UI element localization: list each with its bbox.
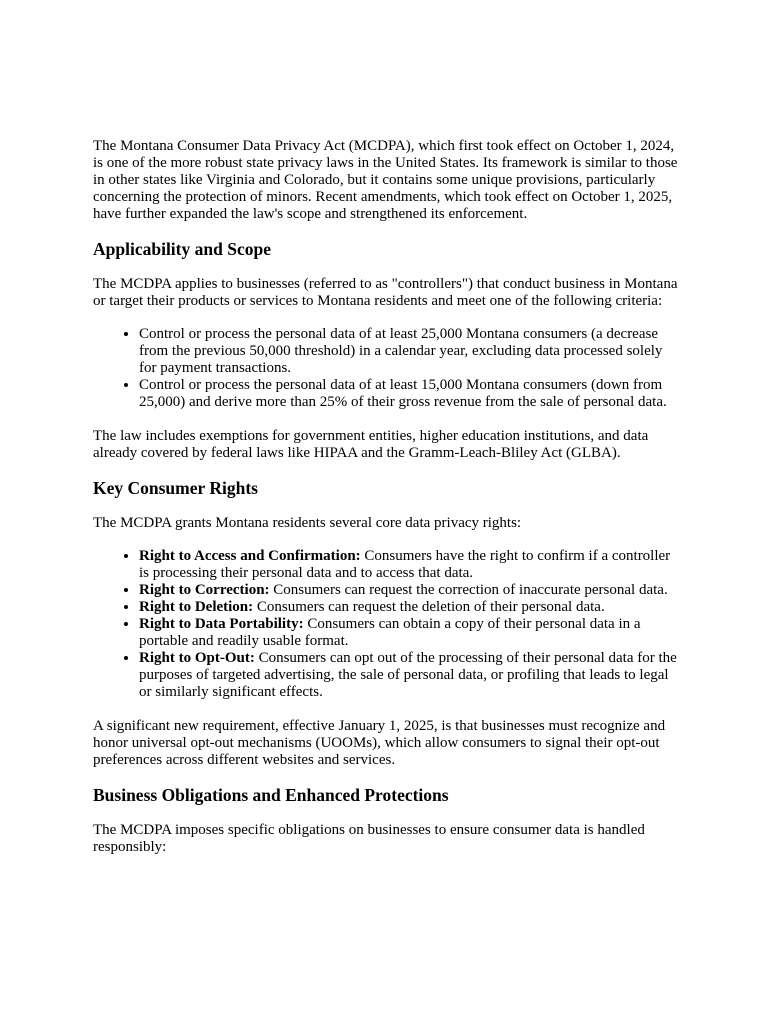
list-item	[139, 599, 683, 616]
right-title: Right to Correction:	[139, 582, 270, 598]
right-text: Consumers can opt out of the processing of their personal data for the purposes of targeted advertising, the sale of personal data, or profiling that leads to legal or similarly significant effects.	[139, 650, 677, 700]
rights-list	[93, 548, 683, 701]
heading-applicability: Applicability and Scope	[93, 239, 271, 259]
right-title: Right to Data Portability:	[139, 616, 304, 632]
list-item	[139, 650, 683, 701]
intro-paragraph: The Montana Consumer Data Privacy Act (MCDPA), which first took effect on October 1, 2024, is one of the more robust state privacy laws in the United States. Its framework is similar to those in other states like Virginia and Colorado, but it contains some unique provisions, particularly concerning the protection of minors. Recent amendments, which took effect on October 1, 2025, have further expanded the law's scope and strengthened its enforcement.	[93, 138, 678, 222]
list-item	[139, 548, 683, 582]
list-item	[139, 582, 683, 599]
heading-rights: Key Consumer Rights	[93, 478, 258, 498]
document-body	[93, 138, 683, 872]
right-text: Consumers can request the deletion of their personal data.	[253, 599, 605, 615]
right-title: Right to Deletion:	[139, 599, 254, 615]
uoom-paragraph: A significant new requirement, effective January 1, 2025, is that businesses must recognize and honor universal opt-out mechanisms (UOOMs), which allow consumers to signal their opt-out preferences across different websites and services.	[93, 718, 666, 768]
applicability-lead: The MCDPA applies to businesses (referred to as "controllers") that conduct business in Montana or target their products or services to Montana residents and meet one of the following criteria:	[93, 276, 678, 309]
right-title: Right to Opt-Out:	[139, 650, 255, 666]
rights-lead: The MCDPA grants Montana residents several core data privacy rights:	[93, 515, 522, 531]
criteria-list	[93, 326, 683, 411]
list-item: • Control or process the personal data of at least 15,000 Montana consumers (down from 25,000) and derive more than 25% of their gross revenue from the sale of personal data.	[139, 377, 683, 411]
list-item	[139, 616, 683, 650]
list-item: • Control or process the personal data of at least 25,000 Montana consumers (a decrease from the previous 50,000 threshold) in a calendar year, excluding data processed solely for payment transactions.	[139, 326, 683, 377]
exemptions-paragraph: The law includes exemptions for government entities, higher education institutions, and data already covered by federal laws like HIPAA and the Gramm-Leach-Bliley Act (GLBA).	[93, 428, 649, 461]
right-text: Consumers can request the correction of inaccurate personal data.	[269, 582, 668, 598]
right-text: Consumers have the right to confirm if a controller is processing their personal data and to access that data.	[139, 548, 671, 581]
right-title: Right to Access and Confirmation:	[139, 548, 361, 564]
right-text: Consumers can obtain a copy of their personal data in a portable and readily usable format.	[139, 616, 641, 649]
obligations-lead: The MCDPA imposes specific obligations on businesses to ensure consumer data is handled responsibly:	[93, 822, 645, 855]
heading-obligations: Business Obligations and Enhanced Protections	[93, 785, 449, 805]
